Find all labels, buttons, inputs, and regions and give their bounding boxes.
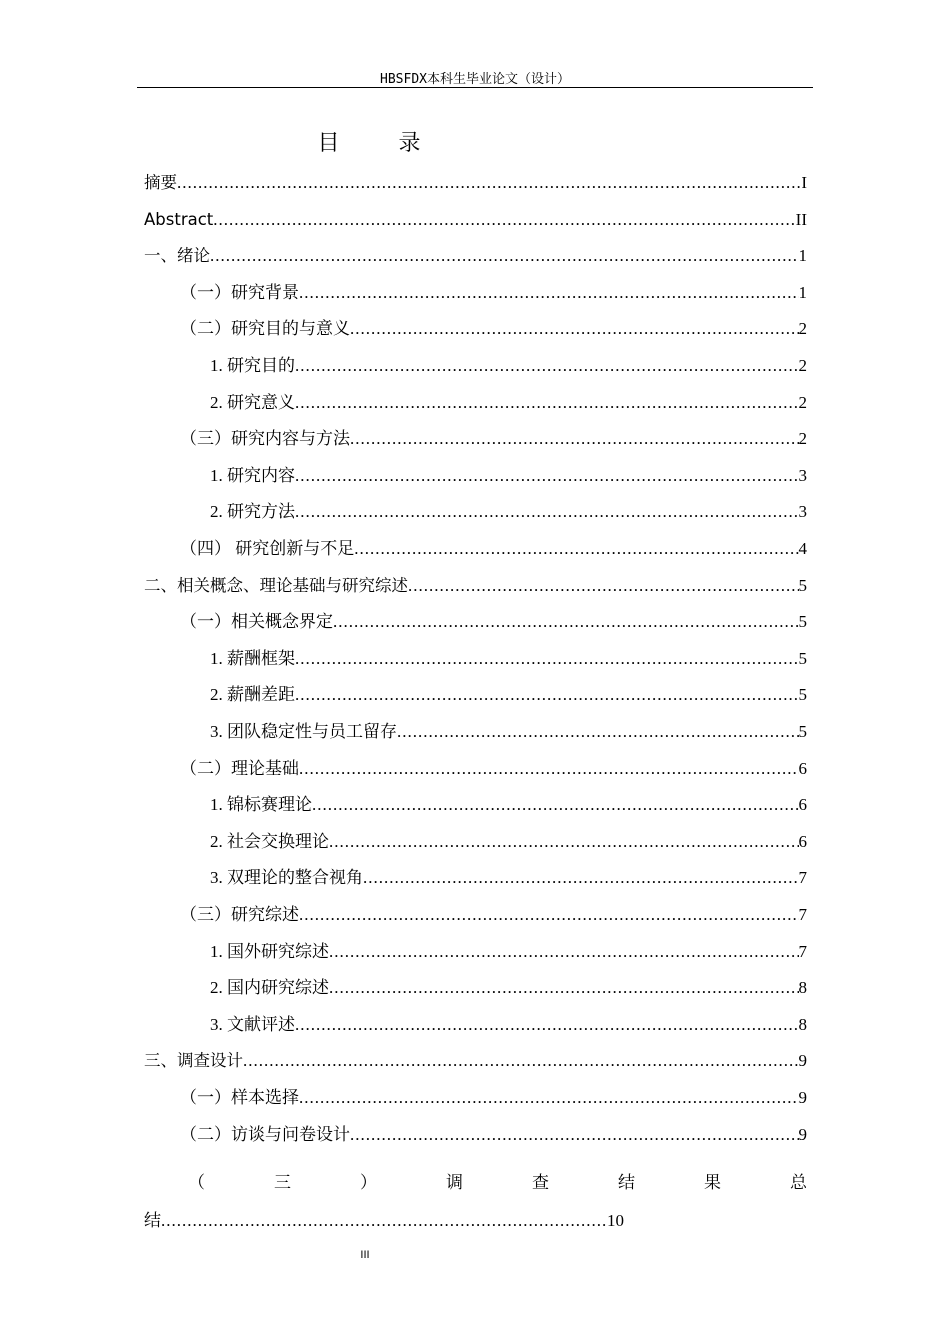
toc-entry[interactable] — [144, 459, 807, 487]
toc-entry[interactable] — [144, 715, 807, 743]
toc-entry-label: （三）研究综述 — [180, 905, 299, 924]
toc-entry-page: 6 — [798, 795, 807, 815]
toc-entry-page: 2 — [798, 429, 807, 449]
toc-entry-page: 1 — [798, 282, 807, 302]
toc-entry-label: 2. 研究意义 — [210, 392, 295, 412]
header-divider — [137, 87, 813, 88]
toc-entry[interactable] — [144, 935, 807, 963]
toc-entry-label: （一）相关概念界定 — [180, 612, 333, 632]
toc-entry-page: 9 — [798, 1088, 807, 1107]
toc-entry-label: （二）研究目的与意义 — [180, 319, 350, 339]
toc-entry-label: （一）样本选择 — [180, 1088, 299, 1107]
toc-entry-page: 6 — [798, 758, 807, 778]
toc-entry-page: 7 — [798, 905, 807, 924]
toc-entry[interactable] — [144, 1008, 807, 1036]
toc-entry-label: （一）研究背景 — [180, 282, 299, 302]
toc-entry-label: 3. 双理论的整合视角 — [210, 868, 363, 888]
toc-entry[interactable] — [144, 971, 807, 999]
toc-entry[interactable] — [144, 349, 807, 377]
toc-leader-dots — [354, 538, 798, 560]
toc-entry-page: 7 — [798, 868, 807, 888]
toc-leader-dots — [295, 465, 799, 487]
toc-entry-label: 1. 研究内容 — [210, 465, 295, 485]
toc-leader-dots — [397, 721, 799, 743]
toc-entry-label: （二）访谈与问卷设计 — [180, 1124, 350, 1144]
toc-entry[interactable] — [144, 276, 807, 304]
toc-entry-page: 5 — [798, 685, 807, 705]
toc-entry-page: 3 — [798, 502, 807, 522]
toc-entry-char: （ — [188, 1173, 205, 1193]
toc-entry-page: 5 — [798, 575, 807, 595]
toc-entry-page: 4 — [798, 539, 807, 558]
toc-leader-dots — [363, 867, 799, 889]
toc-entry-page: 6 — [798, 831, 807, 851]
toc-entry-char: 三 — [274, 1173, 291, 1193]
toc-entry-page: 7 — [798, 941, 807, 961]
toc-entry[interactable] — [144, 642, 807, 670]
toc-entry-char: 调 — [446, 1173, 463, 1193]
toc-leader-dots — [329, 977, 799, 999]
toc-leader-dots — [329, 941, 799, 963]
toc-entry-page: 2 — [798, 356, 807, 375]
toc-entry-wrapped-tail[interactable] — [144, 1203, 624, 1231]
toc-entry-label: 2. 薪酬差距 — [210, 685, 295, 705]
toc-entry[interactable] — [144, 312, 807, 340]
toc-leader-dots — [295, 355, 799, 377]
toc-entry[interactable] — [144, 825, 807, 853]
toc-leader-dots — [295, 684, 799, 706]
toc-entry-char: 查 — [532, 1173, 549, 1193]
toc-entry-label: 1. 锦标赛理论 — [210, 795, 312, 815]
toc-entry-page: 10 — [607, 1211, 624, 1231]
toc-entry[interactable] — [144, 1044, 807, 1072]
toc-entry-label: 三、调查设计 — [144, 1051, 243, 1071]
toc-entry-char: 结 — [618, 1173, 635, 1193]
toc-leader-dots — [299, 904, 799, 926]
toc-entry-page: II — [795, 209, 807, 229]
toc-title: 目 录 — [317, 131, 447, 156]
toc-entry-page: 1 — [798, 246, 807, 266]
toc-entry-char: ） — [360, 1173, 377, 1193]
toc-entry-page: 9 — [798, 1051, 807, 1071]
toc-entry-char: 果 — [704, 1173, 721, 1193]
toc-entry-page: 8 — [798, 1014, 807, 1034]
toc-entry-label: （二）理论基础 — [180, 758, 299, 778]
toc-entry-label: 1. 研究目的 — [210, 356, 295, 375]
toc-entry-label: 一、绪论 — [144, 246, 210, 266]
toc-entry-label: （三）研究内容与方法 — [180, 429, 350, 449]
toc-entry[interactable] — [144, 203, 807, 231]
toc-leader-dots — [210, 245, 799, 267]
toc-leader-dots — [350, 1124, 799, 1146]
toc-leader-dots — [295, 392, 799, 414]
page-number: III — [360, 1249, 370, 1261]
toc-entry-page: 5 — [798, 722, 807, 741]
toc-entry-page: 5 — [798, 648, 807, 668]
toc-leader-dots — [312, 794, 799, 816]
toc-entry[interactable] — [144, 569, 807, 597]
toc-entry-label: （四） 研究创新与不足 — [180, 539, 355, 558]
toc-entry[interactable] — [144, 861, 807, 889]
toc-leader-dots — [295, 501, 799, 523]
toc-entry-page: 8 — [798, 978, 807, 998]
toc-entry-label: 2. 国内研究综述 — [210, 978, 329, 998]
toc-leader-dots — [329, 831, 799, 853]
toc-entry-wrapped-line[interactable] — [144, 1165, 807, 1193]
toc-entry[interactable] — [144, 1081, 807, 1109]
toc-entry[interactable] — [144, 752, 807, 780]
toc-entry[interactable] — [144, 1118, 807, 1146]
toc-entry-label: 3. 团队稳定性与员工留存 — [210, 722, 397, 741]
toc-entry-page: 2 — [798, 392, 807, 412]
toc-entry-label: Abstract — [144, 209, 214, 229]
toc-entry[interactable] — [144, 532, 807, 560]
toc-entry[interactable] — [144, 422, 807, 450]
toc-entry[interactable] — [144, 166, 807, 194]
toc-entry-label: 摘要 — [144, 173, 177, 192]
toc-entry[interactable] — [144, 239, 807, 267]
toc-leader-dots — [295, 648, 799, 670]
toc-leader-dots — [350, 318, 799, 340]
toc-entry-label: 2. 研究方法 — [210, 502, 295, 522]
toc-entry-label: 结 — [144, 1211, 161, 1231]
toc-entry[interactable] — [144, 495, 807, 523]
toc-leader-dots — [333, 611, 799, 633]
toc-leader-dots — [177, 172, 801, 194]
toc-entry-label: 2. 社会交换理论 — [210, 831, 329, 851]
toc-entry[interactable] — [144, 898, 807, 926]
toc-entry-page: 9 — [798, 1124, 807, 1144]
page-header-title: HBSFDX本科生毕业论文（设计） — [380, 72, 570, 87]
toc-entry-page: 3 — [798, 465, 807, 485]
toc-entry[interactable] — [144, 788, 807, 816]
toc-leader-dots — [295, 1014, 799, 1036]
toc-entry-page: 2 — [798, 319, 807, 339]
toc-entry-page: I — [801, 173, 807, 192]
toc-entry[interactable] — [144, 678, 807, 706]
toc-entry-label: 二、相关概念、理论基础与研究综述 — [144, 575, 408, 595]
toc-entry[interactable] — [144, 386, 807, 414]
toc-leader-dots — [161, 1211, 607, 1231]
toc-leader-dots — [408, 575, 799, 597]
toc-leader-dots — [350, 428, 799, 450]
toc-leader-dots — [299, 758, 799, 780]
toc-leader-dots — [299, 282, 799, 304]
toc-entry-page: 5 — [798, 612, 807, 632]
toc-entry[interactable] — [144, 605, 807, 633]
toc-entry-label: 1. 国外研究综述 — [210, 941, 329, 961]
toc-entry-label: 1. 薪酬框架 — [210, 648, 295, 668]
toc-entry-char: 总 — [790, 1173, 807, 1193]
toc-leader-dots — [299, 1087, 799, 1109]
toc-leader-dots — [213, 209, 795, 231]
toc-entry-label: 3. 文献评述 — [210, 1014, 295, 1034]
toc-leader-dots — [243, 1050, 799, 1072]
